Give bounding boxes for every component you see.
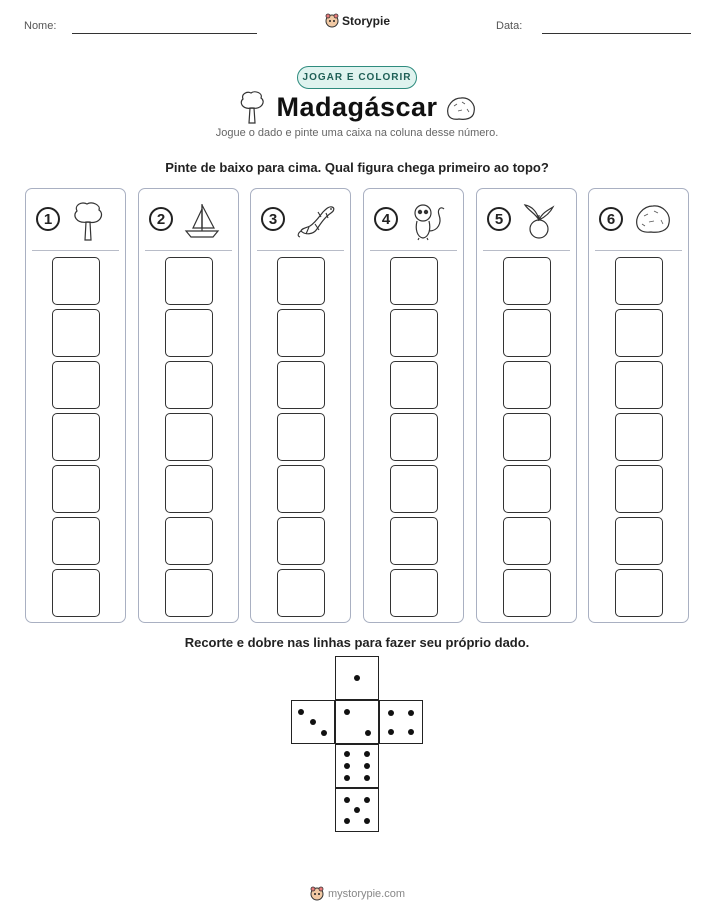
column-number: 5	[487, 207, 511, 231]
color-box[interactable]	[615, 517, 663, 565]
brand-name: Storypie	[342, 14, 391, 28]
column-2	[138, 188, 239, 623]
die-pip	[364, 751, 370, 757]
color-box[interactable]	[503, 569, 551, 617]
column-divider	[257, 250, 344, 251]
die-pip	[364, 763, 370, 769]
die-face-5	[335, 788, 379, 832]
color-box[interactable]	[615, 413, 663, 461]
color-box[interactable]	[503, 361, 551, 409]
color-box[interactable]	[503, 413, 551, 461]
column-divider	[370, 250, 457, 251]
vanilla-fruit-icon	[521, 201, 557, 241]
baobab-tree-icon	[70, 201, 106, 241]
color-box[interactable]	[165, 569, 213, 617]
die-pip	[344, 797, 350, 803]
die-face-2	[335, 700, 379, 744]
die-pip	[388, 710, 394, 716]
color-box[interactable]	[390, 517, 438, 565]
color-box[interactable]	[277, 257, 325, 305]
color-box[interactable]	[165, 257, 213, 305]
column-5	[476, 188, 577, 623]
die-pip	[365, 730, 371, 736]
color-box[interactable]	[165, 413, 213, 461]
die-pip	[388, 729, 394, 735]
die-pip	[344, 751, 350, 757]
color-box[interactable]	[52, 309, 100, 357]
die-pip	[354, 807, 360, 813]
color-box[interactable]	[615, 465, 663, 513]
color-box[interactable]	[615, 257, 663, 305]
color-box[interactable]	[277, 517, 325, 565]
die-pip	[344, 775, 350, 781]
column-number: 2	[149, 207, 173, 231]
game-instruction: Pinte de baixo para cima. Qual figura chega primeiro ao topo?	[165, 160, 549, 175]
column-number: 3	[261, 207, 285, 231]
column-header	[261, 203, 343, 243]
color-box[interactable]	[52, 569, 100, 617]
color-box[interactable]	[615, 361, 663, 409]
rock-icon	[633, 201, 673, 237]
column-header	[36, 203, 118, 243]
color-box[interactable]	[503, 309, 551, 357]
die-pip	[408, 729, 414, 735]
color-box[interactable]	[277, 465, 325, 513]
date-label: Data:	[496, 20, 523, 32]
color-box[interactable]	[390, 309, 438, 357]
color-box[interactable]	[165, 361, 213, 409]
category-badge: JOGAR E COLORIR	[297, 66, 417, 89]
color-box[interactable]	[165, 517, 213, 565]
color-box[interactable]	[503, 465, 551, 513]
rock-icon	[445, 94, 477, 122]
color-box[interactable]	[165, 465, 213, 513]
storypie-mascot-icon	[310, 886, 324, 902]
sailboat-icon	[183, 201, 221, 241]
die-pip	[354, 675, 360, 681]
color-box[interactable]	[503, 257, 551, 305]
name-label: Nome:	[24, 20, 57, 32]
column-header	[487, 203, 569, 243]
die-pip	[364, 775, 370, 781]
color-box[interactable]	[277, 413, 325, 461]
storypie-mascot-icon	[325, 13, 339, 29]
color-box[interactable]	[277, 569, 325, 617]
column-divider	[595, 250, 682, 251]
column-number: 4	[374, 207, 398, 231]
column-header	[149, 203, 231, 243]
color-box[interactable]	[52, 257, 100, 305]
die-pip	[344, 818, 350, 824]
die-face-3	[291, 700, 335, 744]
die-pip	[344, 763, 350, 769]
column-header	[374, 203, 456, 243]
color-box[interactable]	[52, 465, 100, 513]
column-number: 6	[599, 207, 623, 231]
color-box[interactable]	[390, 257, 438, 305]
page-title: Madagáscar	[276, 92, 438, 122]
die-pip	[344, 709, 350, 715]
color-box[interactable]	[615, 569, 663, 617]
subtitle: Jogue o dado e pinte uma caixa na coluna desse número.	[215, 127, 499, 139]
color-box[interactable]	[52, 517, 100, 565]
die-pip	[364, 797, 370, 803]
lemur-icon	[408, 201, 448, 241]
column-number: 1	[36, 207, 60, 231]
die-face-1	[335, 656, 379, 700]
color-box[interactable]	[52, 413, 100, 461]
die-pip	[408, 710, 414, 716]
baobab-tree-icon	[237, 90, 267, 124]
color-box[interactable]	[503, 517, 551, 565]
column-divider	[145, 250, 232, 251]
die-pip	[298, 709, 304, 715]
column-6	[588, 188, 689, 623]
color-box[interactable]	[390, 361, 438, 409]
die-pip	[364, 818, 370, 824]
brand-logo	[325, 13, 390, 29]
title-row	[0, 90, 714, 128]
column-header	[599, 203, 681, 243]
name-line[interactable]	[72, 33, 257, 34]
die-pip	[321, 730, 327, 736]
footer	[310, 886, 405, 902]
column-1	[25, 188, 126, 623]
color-box[interactable]	[277, 361, 325, 409]
footer-url[interactable]: mystorypie.com	[328, 888, 406, 900]
die-face-4	[379, 700, 423, 744]
column-divider	[483, 250, 570, 251]
color-box[interactable]	[390, 465, 438, 513]
color-box[interactable]	[52, 361, 100, 409]
dice-instruction: Recorte e dobre nas linhas para fazer seu próprio dado.	[184, 635, 530, 650]
color-box[interactable]	[390, 413, 438, 461]
color-box[interactable]	[615, 309, 663, 357]
color-box[interactable]	[277, 309, 325, 357]
column-4	[363, 188, 464, 623]
lizard-icon	[295, 201, 337, 241]
die-face-6	[335, 744, 379, 788]
column-3	[250, 188, 351, 623]
color-box[interactable]	[390, 569, 438, 617]
column-divider	[32, 250, 119, 251]
color-box[interactable]	[165, 309, 213, 357]
die-pip	[310, 719, 316, 725]
date-line[interactable]	[542, 33, 691, 34]
